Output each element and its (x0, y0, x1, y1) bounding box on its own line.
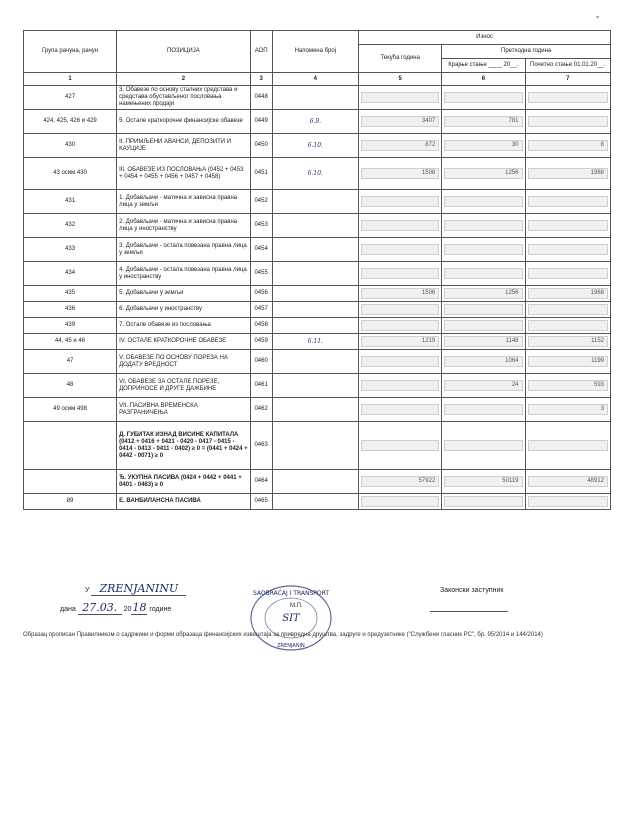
year-prefix: 20 (123, 606, 132, 613)
index-cell: 1 (24, 73, 117, 86)
position-cell: VII. ПАСИВНА ВРЕМЕНСКА РАЗГРАНИЧЕЊА (117, 398, 251, 422)
prev-start-cell (525, 158, 611, 190)
prev-end-cell-value (444, 220, 522, 231)
account-group-cell: 433 (24, 238, 117, 262)
mp-label: М.П. (290, 603, 303, 609)
prev-start-cell (525, 318, 611, 334)
aop-cell: 0455 (250, 262, 272, 286)
prev-start-cell (525, 134, 611, 158)
table-row (24, 286, 611, 302)
index-cell: 2 (117, 73, 251, 86)
current-year-cell-value (361, 244, 439, 255)
prev-start-cell (525, 302, 611, 318)
current-year-cell (359, 262, 442, 286)
header-prev-start: Почетно стање 01.01.20__. (525, 59, 611, 73)
prev-start-cell-value: 593 (528, 380, 609, 391)
position-cell: Е. ВАНБИЛАНСНА ПАСИВА (117, 494, 251, 510)
position-cell: IV. ОСТАЛЕ КРАТКОРОЧНЕ ОБАВЕЗЕ (117, 334, 251, 350)
account-group-cell: 49 осим 498 (24, 398, 117, 422)
date-suffix: године (149, 606, 172, 613)
current-year-cell (359, 470, 442, 494)
position-cell: 5. Остале краткорочне финансијске обавезе (117, 110, 251, 134)
prev-end-cell-value: 24 (444, 380, 522, 391)
current-year-cell-value (361, 220, 439, 231)
current-year-cell-value (361, 304, 439, 315)
header-position: ПОЗИЦИЈА (117, 31, 251, 73)
current-year-cell-value (361, 196, 439, 207)
index-cell: 5 (359, 73, 442, 86)
prev-end-cell-value (444, 92, 522, 103)
prev-start-cell-value: 1988 (528, 168, 609, 179)
note-number-cell (272, 374, 359, 398)
current-year-cell-value (361, 320, 439, 331)
account-group-cell: 432 (24, 214, 117, 238)
table-row (24, 334, 611, 350)
current-year-cell-value: 1219 (361, 336, 439, 347)
aop-cell: 0456 (250, 286, 272, 302)
current-year-cell (359, 494, 442, 510)
account-group-cell: 434 (24, 262, 117, 286)
table-row (24, 134, 611, 158)
prev-end-cell (442, 190, 525, 214)
place-handwritten: ZRENJANINU (91, 582, 186, 596)
prev-end-cell-value (444, 196, 522, 207)
current-year-cell-value (361, 404, 439, 415)
current-year-cell (359, 398, 442, 422)
prev-start-cell-value (528, 440, 609, 451)
position-cell: 1. Добављачи - матична и зависна правна лица у земљи (117, 190, 251, 214)
prev-end-cell (442, 334, 525, 350)
prev-end-cell-value: 1148 (444, 336, 522, 347)
prev-start-cell-value (528, 320, 609, 331)
prev-end-cell (442, 318, 525, 334)
position-cell: 2. Добављачи - матична и зависна правна лица у иностранству (117, 214, 251, 238)
prev-end-cell (442, 470, 525, 494)
prev-end-cell-value: 1256 (444, 288, 522, 299)
aop-cell: 0457 (250, 302, 272, 318)
prev-start-cell (525, 350, 611, 374)
current-year-cell (359, 422, 442, 470)
header-current: Текућа година (359, 45, 442, 73)
aop-cell: 0458 (250, 318, 272, 334)
account-group-cell: 439 (24, 318, 117, 334)
aop-cell: 0462 (250, 398, 272, 422)
current-year-cell-value (361, 356, 439, 367)
position-cell: 4. Добављачи - остала повезана правна лица у иностранству (117, 262, 251, 286)
account-group-cell: 427 (24, 86, 117, 110)
current-year-cell (359, 214, 442, 238)
position-cell: III. ОБАВЕЗЕ ИЗ ПОСЛОВАЊА (0452 + 0453 + 0454 + 0455 + 0456 + 0457 + 0458) (117, 158, 251, 190)
table-row (24, 158, 611, 190)
prev-start-cell (525, 334, 611, 350)
prev-start-cell (525, 398, 611, 422)
prev-start-cell-value (528, 304, 609, 315)
prev-start-cell-value (528, 496, 609, 507)
current-year-cell-value: 1508 (361, 168, 439, 179)
date-line (60, 601, 171, 615)
aop-cell: 0454 (250, 238, 272, 262)
prev-start-cell (525, 86, 611, 110)
prev-start-cell (525, 374, 611, 398)
page-mark: ▾ (596, 15, 600, 21)
table-row (24, 262, 611, 286)
current-year-cell-value (361, 440, 439, 451)
table-row (24, 398, 611, 422)
date-prefix: дана (60, 606, 76, 613)
position-cell: 3. Обавезе по основу сталних средстава и средстава обустављеног пословања намењених продаји (117, 86, 251, 110)
prev-end-cell (442, 110, 525, 134)
current-year-cell (359, 158, 442, 190)
prev-start-cell-value (528, 244, 609, 255)
account-group-cell: 431 (24, 190, 117, 214)
current-year-cell (359, 374, 442, 398)
table-row (24, 238, 611, 262)
note-number-cell: 6.9. (272, 110, 359, 134)
account-group-cell: 89 (24, 494, 117, 510)
regulation-note: Образац прописан Правилником о садржини и форми образаца финансијских извештаја за привредна друштва, задруге и предузетнике ("Службени гласник РС", бр. 95/2014 и 144/2014) (23, 632, 543, 638)
company-stamp (245, 583, 337, 653)
note-number-cell (272, 470, 359, 494)
account-group-cell (24, 422, 117, 470)
prev-start-cell-value (528, 196, 609, 207)
prev-start-cell-value: 1199 (528, 356, 609, 367)
current-year-cell (359, 302, 442, 318)
table-row (24, 86, 611, 110)
aop-cell: 0459 (250, 334, 272, 350)
table-row (24, 350, 611, 374)
header-prev-end: Крајње стање ____ 20__. (442, 59, 525, 73)
index-cell: 7 (525, 73, 611, 86)
current-year-cell (359, 134, 442, 158)
position-cell: V. ОБАВЕЗЕ ПО ОСНОВУ ПОРЕЗА НА ДОДАТУ ВРЕДНОСТ (117, 350, 251, 374)
table-row (24, 470, 611, 494)
account-group-cell: 424, 425, 426 и 429 (24, 110, 117, 134)
prev-end-cell (442, 262, 525, 286)
stamp-center: SIT (282, 613, 300, 624)
table-row (24, 110, 611, 134)
prev-start-cell (525, 494, 611, 510)
prev-end-cell-value (444, 268, 522, 279)
header-group: Група рачуна, рачун (24, 31, 117, 73)
note-number-cell (272, 238, 359, 262)
prev-start-cell (525, 214, 611, 238)
signature-line (430, 611, 508, 612)
note-number-cell (272, 286, 359, 302)
position-cell: VI. ОБАВЕЗЕ ЗА ОСТАЛЕ ПОРЕЗЕ, ДОПРИНОСЕ И ДРУГЕ ДАЖБИНЕ (117, 374, 251, 398)
aop-cell: 0451 (250, 158, 272, 190)
note-number-cell: 6.10. (272, 134, 359, 158)
place-line (85, 582, 186, 596)
prev-start-cell (525, 262, 611, 286)
prev-end-cell (442, 158, 525, 190)
current-year-cell (359, 238, 442, 262)
date-handwritten: 27.03. (78, 601, 122, 615)
aop-cell: 0452 (250, 190, 272, 214)
note-number-cell (272, 86, 359, 110)
aop-cell: 0464 (250, 470, 272, 494)
table-row (24, 214, 611, 238)
current-year-cell (359, 350, 442, 374)
table-row (24, 494, 611, 510)
prev-end-cell (442, 214, 525, 238)
position-cell: 5. Добављачи у земљи (117, 286, 251, 302)
prev-end-cell-value: 50119 (444, 476, 522, 487)
header-previous: Претходна година (442, 45, 611, 59)
account-group-cell: 48 (24, 374, 117, 398)
aop-cell: 0460 (250, 350, 272, 374)
note-number-cell: 6.11. (272, 334, 359, 350)
prev-start-cell-value (528, 92, 609, 103)
table-row (24, 302, 611, 318)
prev-end-cell-value (444, 244, 522, 255)
stamp-city: ZRENJANIN (277, 643, 305, 649)
current-year-cell (359, 318, 442, 334)
prev-start-cell (525, 110, 611, 134)
prev-end-cell (442, 302, 525, 318)
current-year-cell-value (361, 92, 439, 103)
prev-start-cell-value (528, 116, 609, 127)
aop-cell: 0465 (250, 494, 272, 510)
index-cell: 3 (250, 73, 272, 86)
prev-start-cell-value: 1968 (528, 288, 609, 299)
current-year-cell (359, 110, 442, 134)
prev-end-cell (442, 238, 525, 262)
prev-end-cell (442, 86, 525, 110)
current-year-cell (359, 190, 442, 214)
prev-start-cell-value (528, 268, 609, 279)
current-year-cell-value (361, 268, 439, 279)
account-group-cell: 435 (24, 286, 117, 302)
account-group-cell (24, 470, 117, 494)
prev-end-cell-value: 1256 (444, 168, 522, 179)
table-row (24, 190, 611, 214)
prev-start-cell (525, 470, 611, 494)
note-number-cell (272, 190, 359, 214)
note-number-cell (272, 318, 359, 334)
prev-start-cell-value (528, 220, 609, 231)
representative-label: Законски заступник (440, 587, 504, 594)
prev-end-cell (442, 398, 525, 422)
prev-end-cell (442, 286, 525, 302)
note-number-cell: 6.10. (272, 158, 359, 190)
prev-start-cell (525, 422, 611, 470)
account-group-cell: 430 (24, 134, 117, 158)
prev-start-cell (525, 238, 611, 262)
note-number-cell (272, 302, 359, 318)
current-year-cell (359, 86, 442, 110)
prev-start-cell-value: 8 (528, 140, 609, 151)
position-cell: 6. Добављачи у иностранству (117, 302, 251, 318)
prev-start-cell-value: 3 (528, 404, 609, 415)
prev-start-cell (525, 190, 611, 214)
note-number-cell (272, 422, 359, 470)
note-number-cell (272, 398, 359, 422)
table-row (24, 374, 611, 398)
prev-end-cell-value: 1064 (444, 356, 522, 367)
prev-start-cell-value: 1152 (528, 336, 609, 347)
account-group-cell: 44, 45 и 46 (24, 334, 117, 350)
aop-cell: 0461 (250, 374, 272, 398)
aop-cell: 0453 (250, 214, 272, 238)
position-cell: Д. ГУБИТАК ИЗНАД ВИСИНЕ КАПИТАЛА (0412 + 0416 + 0421 - 0420 - 0417 - 0415 - 0414 - 0413 - 0411 - 0402) ≥ 0 = (0441 + 0424 + 0442 - 0071) ≥ 0 (117, 422, 251, 470)
prev-end-cell (442, 422, 525, 470)
account-group-cell: 47 (24, 350, 117, 374)
prev-start-cell-value: 48912 (528, 476, 609, 487)
prev-end-cell (442, 374, 525, 398)
aop-cell: 0448 (250, 86, 272, 110)
balance-sheet-table (23, 30, 611, 510)
prev-end-cell-value (444, 440, 522, 451)
prev-end-cell-value (444, 304, 522, 315)
prev-end-cell-value (444, 404, 522, 415)
prev-end-cell-value (444, 320, 522, 331)
current-year-cell-value (361, 380, 439, 391)
account-group-cell: 436 (24, 302, 117, 318)
current-year-cell (359, 334, 442, 350)
prev-end-cell (442, 134, 525, 158)
aop-cell: 0463 (250, 422, 272, 470)
position-cell: Ђ. УКУПНА ПАСИВА (0424 + 0442 + 0441 + 0401 - 0463) ≥ 0 (117, 470, 251, 494)
prev-end-cell (442, 494, 525, 510)
prev-end-cell-value: 30 (444, 140, 522, 151)
position-cell: II. ПРИМЉЕНИ АВАНСИ, ДЕПОЗИТИ И КАУЦИЈЕ (117, 134, 251, 158)
table-row (24, 422, 611, 470)
current-year-cell-value: 1506 (361, 288, 439, 299)
place-prefix: У (85, 587, 90, 594)
note-number-cell (272, 214, 359, 238)
prev-end-cell (442, 350, 525, 374)
aop-cell: 0450 (250, 134, 272, 158)
header-note: Напомена број (272, 31, 359, 73)
current-year-cell-value: 872 (361, 140, 439, 151)
aop-cell: 0449 (250, 110, 272, 134)
current-year-cell-value (361, 496, 439, 507)
note-number-cell (272, 494, 359, 510)
year-handwritten: 18 (132, 601, 147, 614)
stamp-text: SAOBRAĆAJ I TRANSPORT (252, 590, 330, 597)
current-year-cell-value: 3407 (361, 116, 439, 127)
current-year-cell (359, 286, 442, 302)
header-amount: Износ (359, 31, 611, 45)
prev-end-cell-value: 781 (444, 116, 522, 127)
account-group-cell: 43 осим 430 (24, 158, 117, 190)
prev-end-cell-value (444, 496, 522, 507)
position-cell: 3. Добављачи - остала повезана правна лица у земљи (117, 238, 251, 262)
note-number-cell (272, 350, 359, 374)
index-cell: 6 (442, 73, 525, 86)
position-cell: 7. Остале обавезе из пословања (117, 318, 251, 334)
index-cell: 4 (272, 73, 359, 86)
header-aop: АОП (250, 31, 272, 73)
current-year-cell-value: 57922 (361, 476, 439, 487)
table-row (24, 318, 611, 334)
note-number-cell (272, 262, 359, 286)
prev-start-cell (525, 286, 611, 302)
